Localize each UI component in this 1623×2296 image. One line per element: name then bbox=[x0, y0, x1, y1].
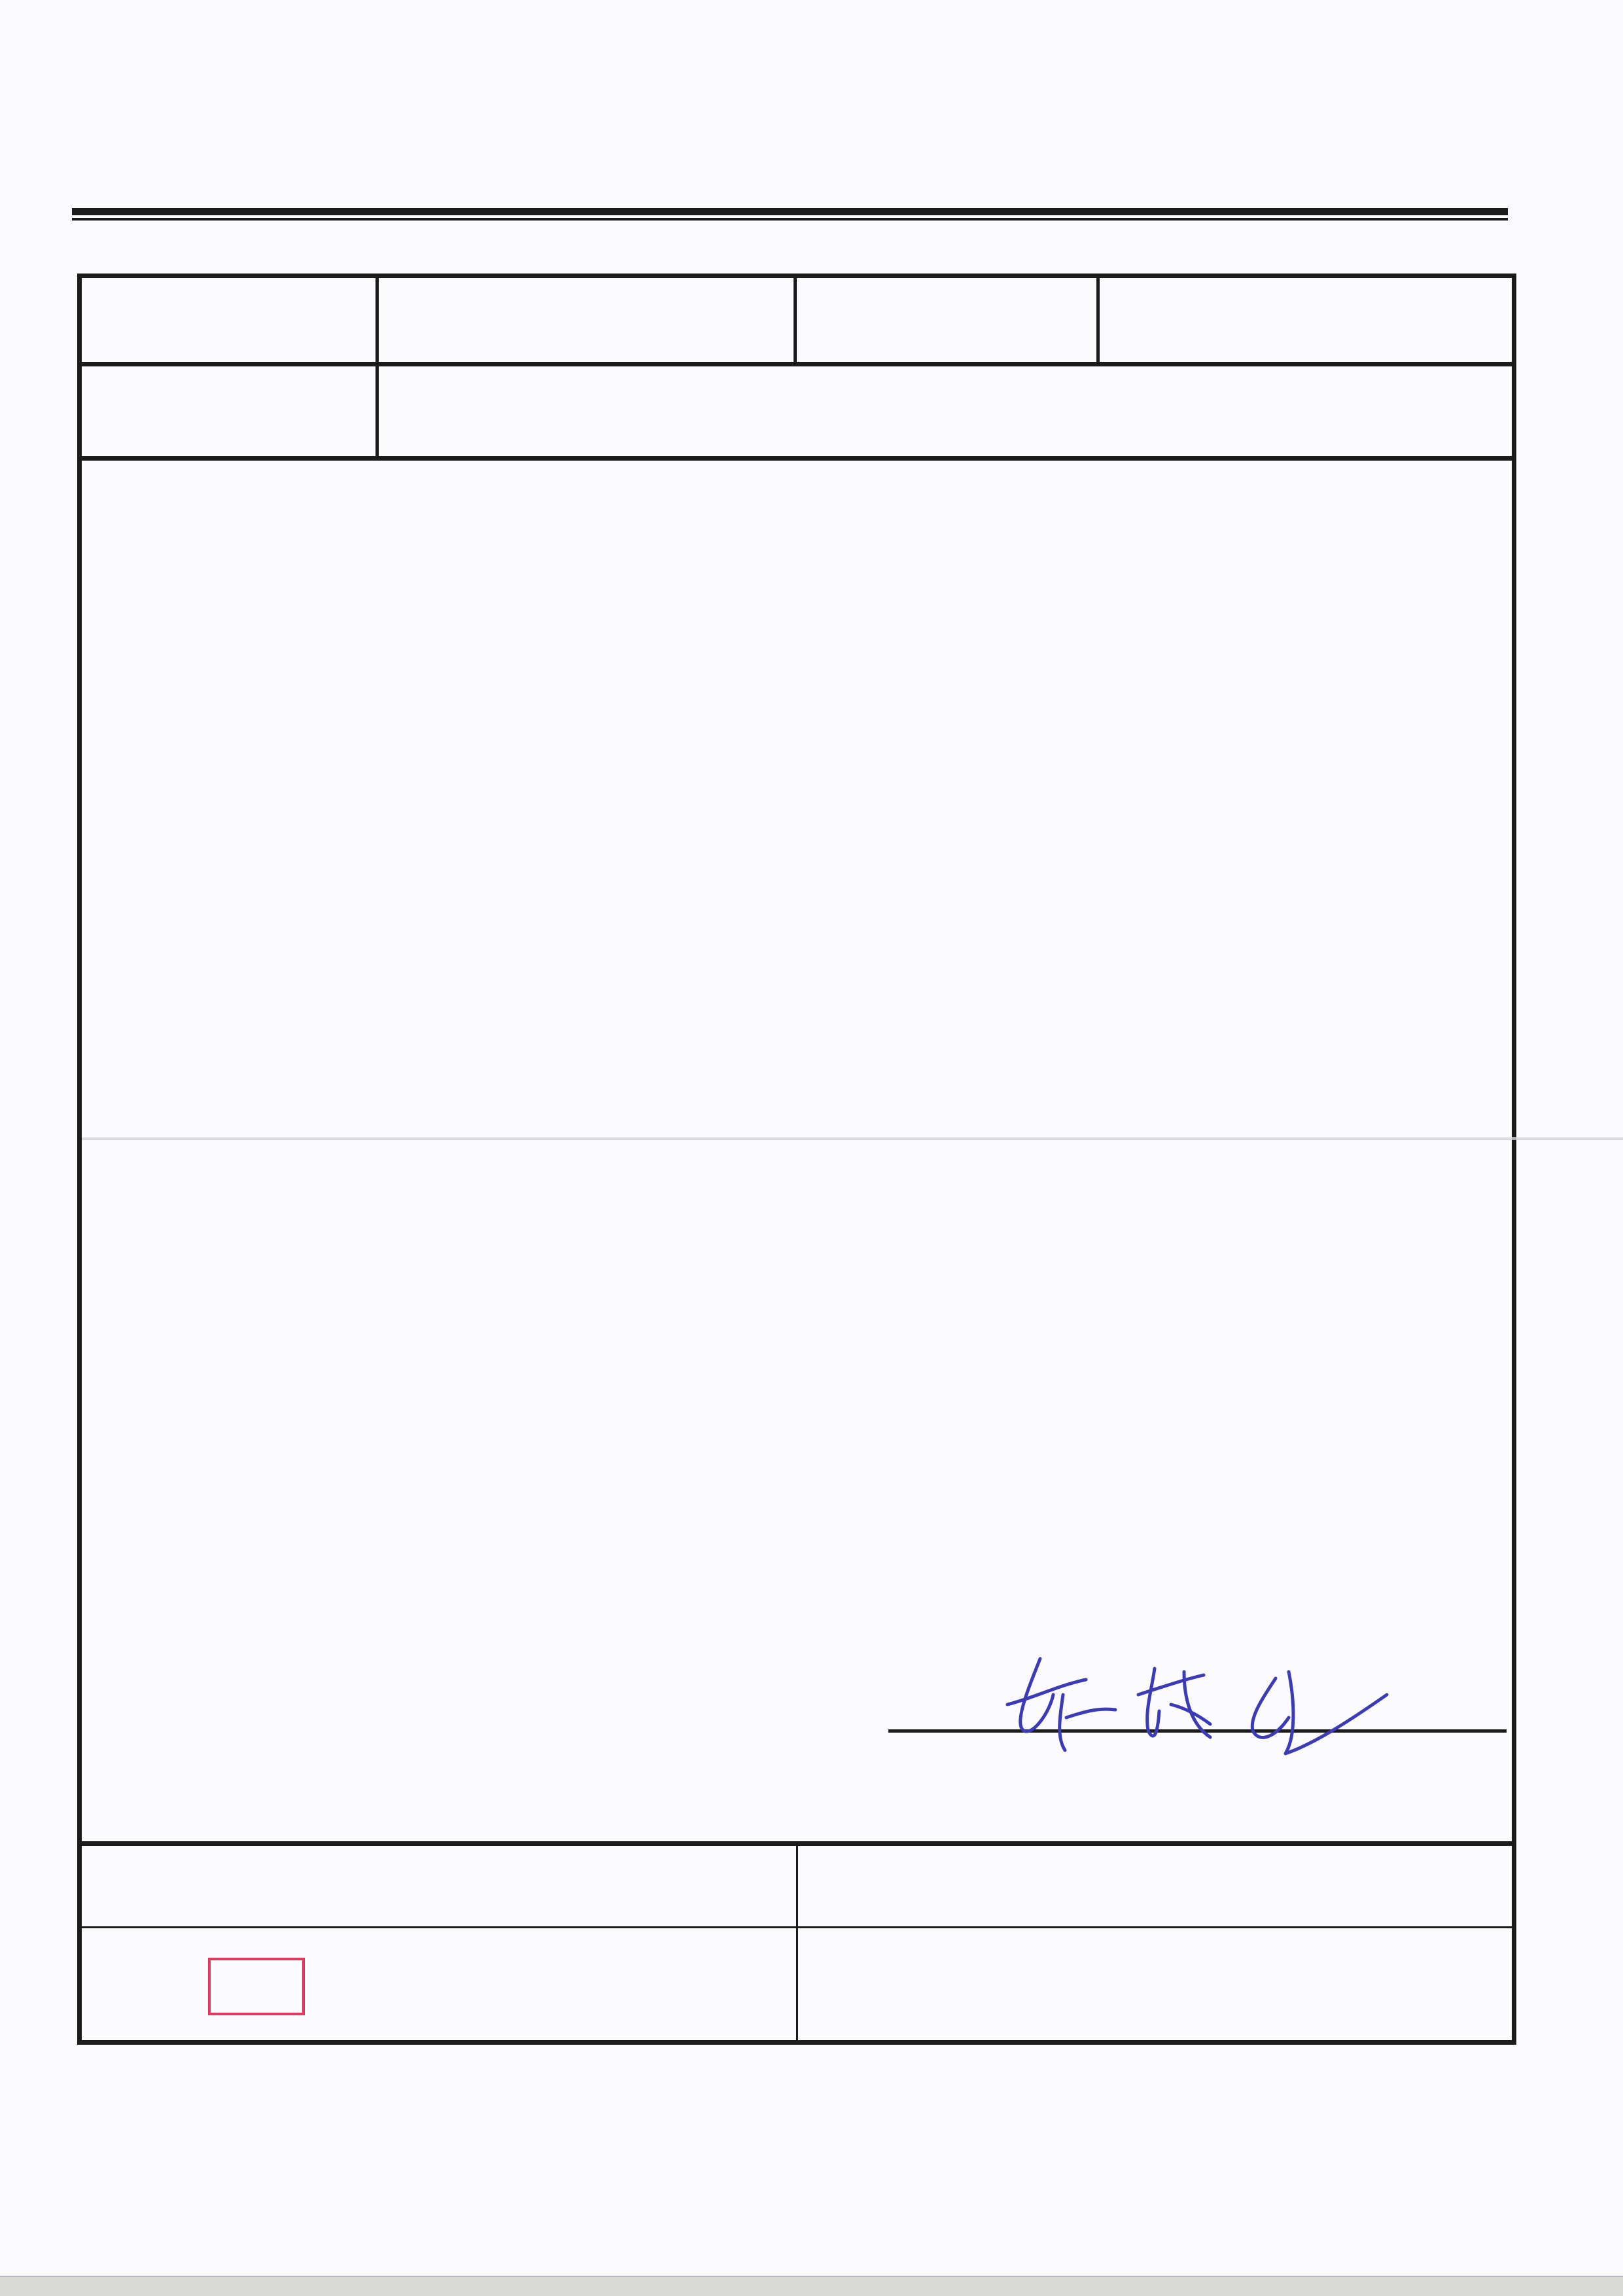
handwritten-signature[interactable] bbox=[988, 1633, 1420, 1763]
paper-fold-crease bbox=[82, 1137, 1623, 1140]
form-code-line bbox=[105, 169, 178, 198]
department-label-cell bbox=[82, 278, 375, 362]
applicant-label-cell bbox=[797, 278, 1096, 362]
form-frame bbox=[77, 274, 1516, 2045]
person-stamp-placeholder bbox=[208, 1958, 305, 2015]
department-value-cell[interactable] bbox=[379, 278, 794, 362]
discourse-label-cell bbox=[82, 366, 375, 456]
applicant-value-cell[interactable] bbox=[1100, 278, 1512, 362]
person-in-charge-label-cell bbox=[82, 1846, 796, 1926]
discourse-value-cell[interactable] bbox=[379, 366, 1512, 456]
header-rule-thin bbox=[72, 218, 1508, 221]
header-rule-thick bbox=[72, 208, 1508, 215]
row-divider bbox=[77, 456, 1516, 461]
director-label-cell bbox=[798, 1846, 1512, 1926]
row-divider bbox=[77, 362, 1516, 366]
